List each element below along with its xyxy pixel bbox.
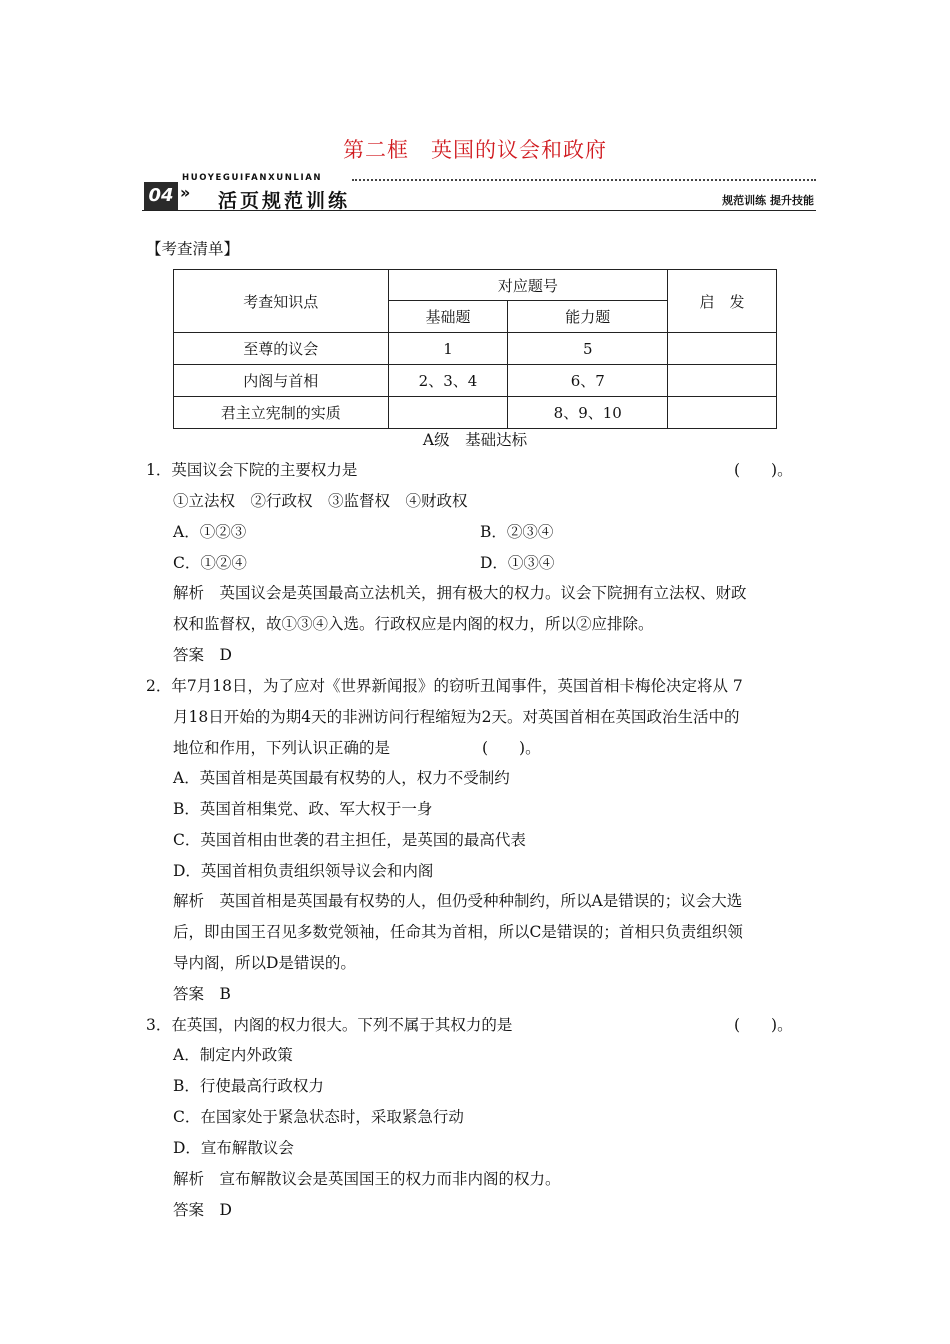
- cell-basic: 2、3、4: [388, 365, 508, 397]
- level-heading: A级 基础达标: [422, 431, 528, 449]
- page-title: 第二框 英国的议会和政府: [343, 138, 607, 162]
- q3-answer-blank: ( )。: [734, 1016, 793, 1034]
- checklist-label: 【考查清单】: [146, 240, 240, 258]
- q2-analysis-line: 后，即由国王召见多数党领袖，任命其为首相，所以C是错误的；首相只负责组织领: [173, 923, 743, 941]
- banner-rule: [142, 210, 816, 211]
- header-ability: 能力题: [508, 301, 668, 333]
- q1-option-a: A．①②③: [173, 523, 247, 541]
- section-banner: [142, 173, 816, 212]
- q1-option-d: D．①③④: [480, 554, 555, 572]
- cell-insight: [668, 365, 777, 397]
- q3-option-c: C．在国家处于紧急状态时，采取紧急行动: [173, 1108, 464, 1126]
- cell-topic: 至尊的议会: [174, 333, 389, 365]
- q2-option-c: C．英国首相由世袭的君主担任，是英国的最高代表: [173, 831, 526, 849]
- cell-insight: [668, 397, 777, 429]
- q3-answer: 答案 D: [173, 1201, 232, 1219]
- q1-answer: 答案 D: [173, 646, 232, 664]
- q2-analysis-line: 导内阁，所以D是错误的。: [173, 954, 356, 972]
- q1-analysis-line: 解析 英国议会是英国最高立法机关，拥有极大的权力。议会下院拥有立法权、财政: [173, 584, 747, 602]
- header-topic: 考查知识点: [174, 270, 389, 333]
- q3-option-a: A．制定内外政策: [173, 1046, 293, 1064]
- header-basic: 基础题: [388, 301, 508, 333]
- q2-analysis-line: 解析 英国首相是英国最有权势的人，但仍受种种制约，所以A是错误的；议会大选: [173, 892, 743, 910]
- cell-topic: 君主立宪制的实质: [174, 397, 389, 429]
- q2-answer: 答案 B: [173, 985, 231, 1003]
- q1-analysis-line: 权和监督权，故①③④入选。行政权应是内阁的权力，所以②应排除。: [173, 615, 654, 633]
- table-row: [174, 333, 777, 365]
- q2-stem-line: 地位和作用，下列认识正确的是: [173, 739, 391, 757]
- q1-option-c: C．①②④: [173, 554, 247, 572]
- q2-stem-line: 2．年7月18日，为了应对《世界新闻报》的窃听丑闻事件，英国首相卡梅伦决定将从 7: [146, 677, 743, 695]
- header-group: 对应题号: [388, 270, 668, 301]
- cell-ability: 6、7: [508, 365, 668, 397]
- section-number-badge: 04: [144, 182, 178, 210]
- cell-basic: [388, 397, 508, 429]
- banner-heading: 活页规范训练: [218, 190, 351, 212]
- q2-answer-blank: ( )。: [482, 739, 541, 757]
- q2-option-b: B．英国首相集党、政、军大权于一身: [173, 800, 433, 818]
- cell-ability: 5: [508, 333, 668, 365]
- q3-analysis: 解析 宣布解散议会是英国国王的权力而非内阁的权力。: [173, 1170, 561, 1188]
- q2-stem-line: 月18日开始的为期4天的非洲访问行程缩短为2天。对英国首相在英国政治生活中的: [173, 708, 740, 726]
- banner-slogan: 规范训练 提升技能: [722, 194, 814, 207]
- q3-option-b: B．行使最高行政权力: [173, 1077, 324, 1095]
- cell-basic: 1: [388, 333, 508, 365]
- q2-option-d: D．英国首相负责组织领导议会和内阁: [173, 862, 434, 880]
- banner-pinyin: HUOYEGUIFANXUNLIAN: [182, 173, 323, 183]
- q3-option-d: D．宣布解散议会: [173, 1139, 294, 1157]
- cell-insight: [668, 333, 777, 365]
- q1-options-line: ①立法权 ②行政权 ③监督权 ④财政权: [173, 492, 468, 510]
- table-row: [174, 397, 777, 429]
- banner-dotted-rule: [352, 179, 816, 181]
- table-row: [174, 365, 777, 397]
- cell-topic: 内阁与首相: [174, 365, 389, 397]
- q1-answer-blank: ( )。: [734, 461, 793, 479]
- cell-ability: 8、9、10: [508, 397, 668, 429]
- q2-option-a: A．英国首相是英国最有权势的人，权力不受制约: [173, 769, 510, 787]
- table-header-row: [174, 270, 777, 301]
- q1-option-b: B．②③④: [480, 523, 554, 541]
- double-chevron-icon: »: [180, 183, 191, 202]
- checklist-table: [173, 269, 777, 429]
- q3-stem: 3．在英国，内阁的权力很大。下列不属于其权力的是: [146, 1016, 513, 1034]
- q1-stem: 1．英国议会下院的主要权力是: [146, 461, 358, 479]
- header-insight: 启 发: [668, 270, 777, 333]
